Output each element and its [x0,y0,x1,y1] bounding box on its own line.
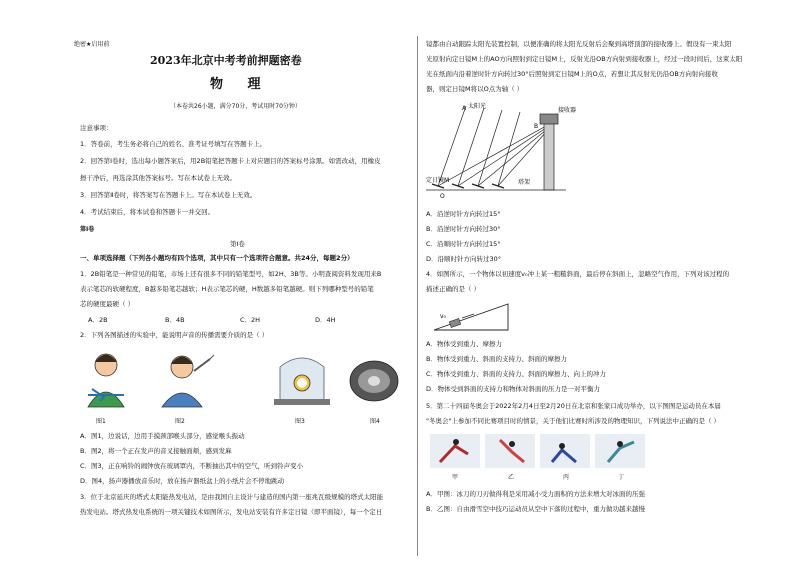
q2-fig1-caption: 图1 [96,418,106,425]
note-1: 1．答卷前，考生务必将自己的姓名、准考证号填写在答题卡上。 [80,140,267,148]
q5-option-a: A．甲图：冰刀的刀刃做得利是采用减小受力面积的方法来增大对冰面的压强 [426,490,645,498]
notes-title: 注意事项： [80,124,113,132]
note-2: 2．回答第Ⅰ卷时，选出每小题答案后，用2B铅笔把答题卡上对应题目的答案标号涂黑。如需改动，用橡皮 [80,157,381,165]
label-mirror: 定日镜M [426,177,450,184]
q2-fig3-caption: 图3 [295,418,305,425]
q5-fig-bing [540,434,590,468]
q4-line2: 描述正确的是（ ） [426,285,481,293]
q3-cont-line4: 器，则定日镜M将以O点为轴（ ） [426,85,524,93]
q5-caption-jia: 甲 [452,474,459,481]
label-v0: v₀ [440,313,446,320]
q1-line1: 1．2B铅笔是一种常见的铅笔，市场上还有很多不同的铅笔型号，如2H、3B等。小明查阅资料发现用来B [80,270,382,278]
q3-option-c: C．沿顺时针方向转过15° [426,240,501,248]
label-tower: 塔架 [518,179,531,186]
q2-fig2-caption: 图2 [175,418,185,425]
q4-option-a: A．物体受到重力、摩擦力 [426,340,502,348]
left-column [74,0,410,562]
figure-4-speaker [350,361,398,401]
q3-cont-line3: 光在纸面内沿着逆时针方向转过30°后照射到定日镜M上的O点，若想让其反射光仍沿OB方向射向接收 [426,70,718,78]
stamp-text: 第Ⅰ卷 [80,226,95,233]
q3-line2: 热发电站。塔式热发电系统的一项关键技术如图所示，发电站安装有许多定日镜（即平面镜），每一个定日 [80,508,383,516]
q5-fig-ding [595,434,645,468]
secret-tag: 绝密★启用前 [74,41,110,48]
q4-option-d: D．物体受到斜面的支持力和物体对斜面的压力是一对平衡力 [426,385,601,393]
q1-line2: 表示笔芯的软硬程度，B越多铅笔芯越软；H表示笔芯的硬，H数越多铅笔越硬。则下列哪种型号的铅笔 [80,285,374,293]
label-point-a: A [462,105,467,112]
column-divider [417,36,418,556]
q3-option-d: D．沿顺时针方向转过30° [426,255,502,263]
q4-incline-figure [432,298,512,334]
q2-stem: 2．下列各图描述的实验中，能说明声音的传播需要介质的是（ ） [80,331,269,339]
right-column [426,0,756,562]
q1-option-d: D．4H [315,316,336,324]
q1-option-c: C．2H [240,316,261,324]
q3-option-b: B．沿逆时针方向转过30° [426,225,501,233]
figure-2-tuning-fork [162,355,214,407]
q5-fig-jia [430,434,480,468]
label-point-b: B [534,123,539,130]
q5-caption-bing: 丙 [563,474,570,481]
note-3: 3．回答第Ⅱ卷时，将答案写在答题卡上。写在本试卷上无效。 [80,191,257,199]
q4-option-c: C．物体受到重力、斜面的支持力、斜面的摩擦力、向上的冲力 [426,370,607,378]
q2-option-d: D．图4，扬声器播放音乐时，放在扬声器纸盆上的小纸片会不停地跳动 [80,477,285,485]
note-4: 4．考试结束后，将本试卷和答题卡一并交回。 [80,208,215,216]
q1-option-b: B．4B [165,316,185,324]
q5-option-b: B．乙图：自由滑雪空中技巧运动员从空中下落的过程中，重力做功越来越慢 [426,505,645,513]
q2-fig4-caption: 图4 [370,418,380,425]
q3-line1: 3．位于北京延庆的塔式太阳能热发电站，是由我国自主设计与建造的国内第一座兆瓦级规模的塔式太阳能 [80,493,384,501]
q2-option-a: A．图1，边说话，边用手摸颈部喉头部分，感觉喉头振动 [80,432,245,440]
note-2b: 擦干净后，再选涂其他答案标号。写在本试卷上无效。 [80,174,236,182]
exam-info: （本卷共26小题，满分70分，考试用时70分钟） [170,103,301,110]
label-point-o: O [440,193,445,200]
q1-option-a: A．2B [88,316,108,324]
q4-option-b: B．物体受到重力、斜面的支持力、斜面的摩擦力 [426,355,567,363]
figure-3-bell-jar [274,358,330,405]
q5-caption-yi: 乙 [508,474,515,481]
q3-cont-line2: 光原射向定日镜M上的AO方向照射到定日镜M上，反射光沿OB方向射到接收器上，经过一段时间后，这束太阳 [426,55,743,63]
q5-figures [430,432,650,472]
section-title: 一、单项选择题（下列各小题均有四个选项，其中只有一个选项符合题意。共24分，每题2分） [80,254,354,262]
q5-fig-yi [485,434,535,468]
q1-line3: 芯的硬度最硬（ ） [80,300,135,308]
q3-cont-line1: 镜都由自动跟踪太阳光装置控制，以便准确的将太阳光反射后会聚到高塔顶部的接收器上。假设有一束太阳 [426,40,732,48]
q2-option-c: C．图3，正在响铃的闹钟放在玻璃罩内，不断抽出其中的空气，听到铃声变小 [80,462,304,470]
label-receiver: 接收器 [558,107,577,114]
subject-title: 物 理 [210,77,271,92]
figure-1-speaking-boy [88,354,124,407]
q3-option-a: A．沿逆时针方向转过15° [426,210,501,218]
q5-caption-ding: 丁 [618,474,625,481]
q5-line1: 5．第二十四届冬奥会于2022年2月4日至2月20日在北京和张家口成功举办，以下图图是运动员在本届 [426,402,721,410]
q5-line2: "冬奥会"上参加不同比赛项目时的情景，关于他们比赛时所涉及的物理知识，下列说法中正确的是（ ） [426,417,721,425]
part-one-label: 第Ⅰ卷 [230,240,245,248]
q2-option-b: B．图2，将一个正在发声的音叉接触面颊，感到发麻 [80,447,232,455]
q3-heliostat-figure [426,98,586,200]
exam-title: 2023年北京中考考前押题密卷 [150,54,302,67]
q2-figures [74,345,410,425]
q4-line1: 4．如图所示，一个物体以初速度v₀冲上某一粗糙斜面，最后停在斜面上，忽略空气作用，下列对该过程的 [426,270,730,278]
label-sunlight: 太阳光 [468,103,487,110]
